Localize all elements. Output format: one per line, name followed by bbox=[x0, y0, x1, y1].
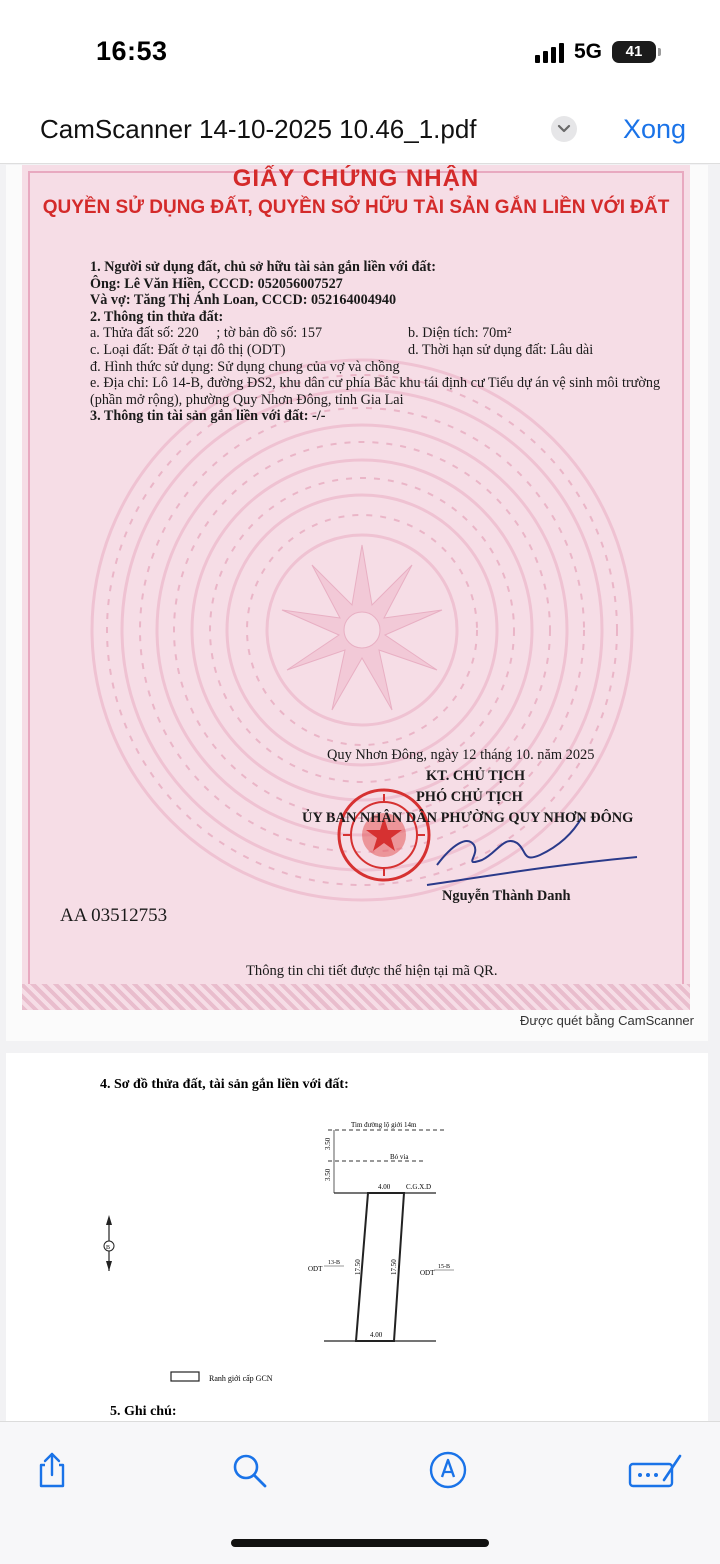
chevron-down-icon bbox=[557, 124, 571, 134]
signer-name: Nguyễn Thành Danh bbox=[442, 888, 571, 904]
certificate-bottom-pattern bbox=[22, 984, 690, 1010]
left-depth-label: 17.50 bbox=[354, 1259, 362, 1275]
annotate-button[interactable] bbox=[628, 1450, 684, 1490]
qr-note: Thông tin chi tiết được thể hiện tại mã QR. bbox=[246, 963, 498, 979]
signing-date: Quy Nhơn Đông, ngày 12 tháng 10. năm 2025 bbox=[327, 747, 595, 763]
certificate-title: GIẤY CHỨNG NHẬN bbox=[232, 165, 480, 192]
search-icon bbox=[229, 1450, 269, 1490]
road-centerline-label: Tim đường lộ giới 14m bbox=[351, 1121, 417, 1129]
neighbor-right-number: 15-B bbox=[438, 1264, 450, 1270]
search-button[interactable] bbox=[229, 1450, 269, 1490]
pdf-page-1 bbox=[6, 165, 708, 1041]
share-icon bbox=[32, 1450, 72, 1490]
cellular-signal-icon bbox=[535, 41, 564, 63]
markup-icon bbox=[428, 1450, 468, 1490]
done-button[interactable]: Xong bbox=[622, 114, 686, 144]
owner-line: Ông: Lê Văn Hiền, CCCD: 052056007527 bbox=[90, 275, 343, 292]
neighbor-left-number: 13-B bbox=[328, 1260, 340, 1266]
certificate-serial: AA 03512753 bbox=[60, 905, 168, 926]
section1-heading: 1. Người sử dụng đất, chủ sở hữu tài sản gắn liền với đất: bbox=[90, 259, 436, 275]
home-indicator bbox=[231, 1539, 489, 1547]
pdf-page-2 bbox=[6, 1053, 708, 1421]
legend-swatch bbox=[171, 1372, 199, 1381]
markup-button[interactable] bbox=[428, 1450, 468, 1490]
legend-label: Ranh giới cấp GCN bbox=[209, 1374, 273, 1383]
neighbor-right-type: ODT bbox=[420, 1269, 435, 1277]
section3-heading: 3. Thông tin tài sản gắn liền với đất: -/- bbox=[90, 408, 326, 425]
title-menu-button[interactable] bbox=[551, 116, 577, 142]
usage-term: d. Thời hạn sử dụng đất: Lâu dài bbox=[408, 341, 594, 358]
right-depth-label: 17.50 bbox=[390, 1259, 398, 1275]
certificate-body bbox=[90, 259, 680, 425]
battery-icon: 41 bbox=[612, 41, 656, 63]
signer-role-2: PHÓ CHỦ TỊCH bbox=[416, 789, 523, 805]
section4-heading: 4. Sơ đồ thửa đất, tài sản gắn liền với đất: bbox=[100, 1077, 349, 1092]
setback-dimension-2: 3.50 bbox=[324, 1168, 332, 1181]
annotate-icon bbox=[628, 1450, 684, 1490]
document-title[interactable]: CamScanner 14-10-2025 10.46_1.pdf bbox=[40, 114, 477, 144]
north-label: B bbox=[106, 1245, 111, 1251]
status-time: 16:53 bbox=[96, 36, 168, 66]
network-type: 5G bbox=[573, 40, 602, 63]
certificate-scan bbox=[22, 165, 690, 1010]
parcel-diagram bbox=[6, 1093, 708, 1393]
parcel-number: a. Thửa đất số: 220 ; tờ bản đồ số: 157 bbox=[90, 325, 323, 342]
usage-form: đ. Hình thức sử dụng: Sử dụng chung của vợ và chồng bbox=[90, 358, 400, 375]
section2-heading: 2. Thông tin thửa đất: bbox=[90, 308, 224, 325]
setback-dimension-1: 3.50 bbox=[324, 1137, 332, 1150]
cgxd-label: C.G.X.D bbox=[406, 1183, 432, 1191]
certificate-subtitle: QUYỀN SỬ DỤNG ĐẤT, QUYỀN SỞ HỮU TÀI SẢN GẮN LIỀN VỚI ĐẤT bbox=[42, 197, 670, 218]
neighbor-left-type: ODT bbox=[308, 1265, 323, 1273]
section5-heading: 5. Ghi chú: bbox=[110, 1404, 177, 1419]
parcel-row bbox=[90, 325, 680, 342]
rear-width-label: 4.00 bbox=[370, 1331, 383, 1339]
land-type: c. Loại đất: Đất ở tại đô thị (ODT) bbox=[90, 341, 286, 358]
scanner-watermark: Được quét bằng CamScanner bbox=[519, 1013, 694, 1028]
land-type-row bbox=[90, 342, 680, 359]
parcel-address: e. Địa chỉ: Lô 14-B, đường ĐS2, khu dân cư phía Bắc khu tái định cư Tiểu dự án vệ sinh môi trường (phần mở rộng), phường Quy Nhơn Đông, tỉnh Gia Lai bbox=[90, 375, 661, 408]
north-arrow-icon bbox=[104, 1215, 114, 1271]
spouse-line: Và vợ: Tăng Thị Ánh Loan, CCCD: 052164004940 bbox=[90, 292, 397, 309]
status-indicators bbox=[535, 40, 656, 64]
signer-role-1: KT. CHỦ TỊCH bbox=[426, 768, 526, 784]
status-bar bbox=[0, 0, 720, 100]
issuing-organization: ỦY BAN NHÂN DÂN PHƯỜNG QUY NHƠN ĐÔNG bbox=[302, 810, 634, 826]
curb-label: Bó vỉa bbox=[390, 1153, 409, 1161]
nav-bar bbox=[0, 100, 720, 164]
parcel-area: b. Diện tích: 70m² bbox=[408, 325, 512, 342]
front-width-label: 4.00 bbox=[378, 1183, 391, 1191]
share-button[interactable] bbox=[32, 1450, 72, 1490]
